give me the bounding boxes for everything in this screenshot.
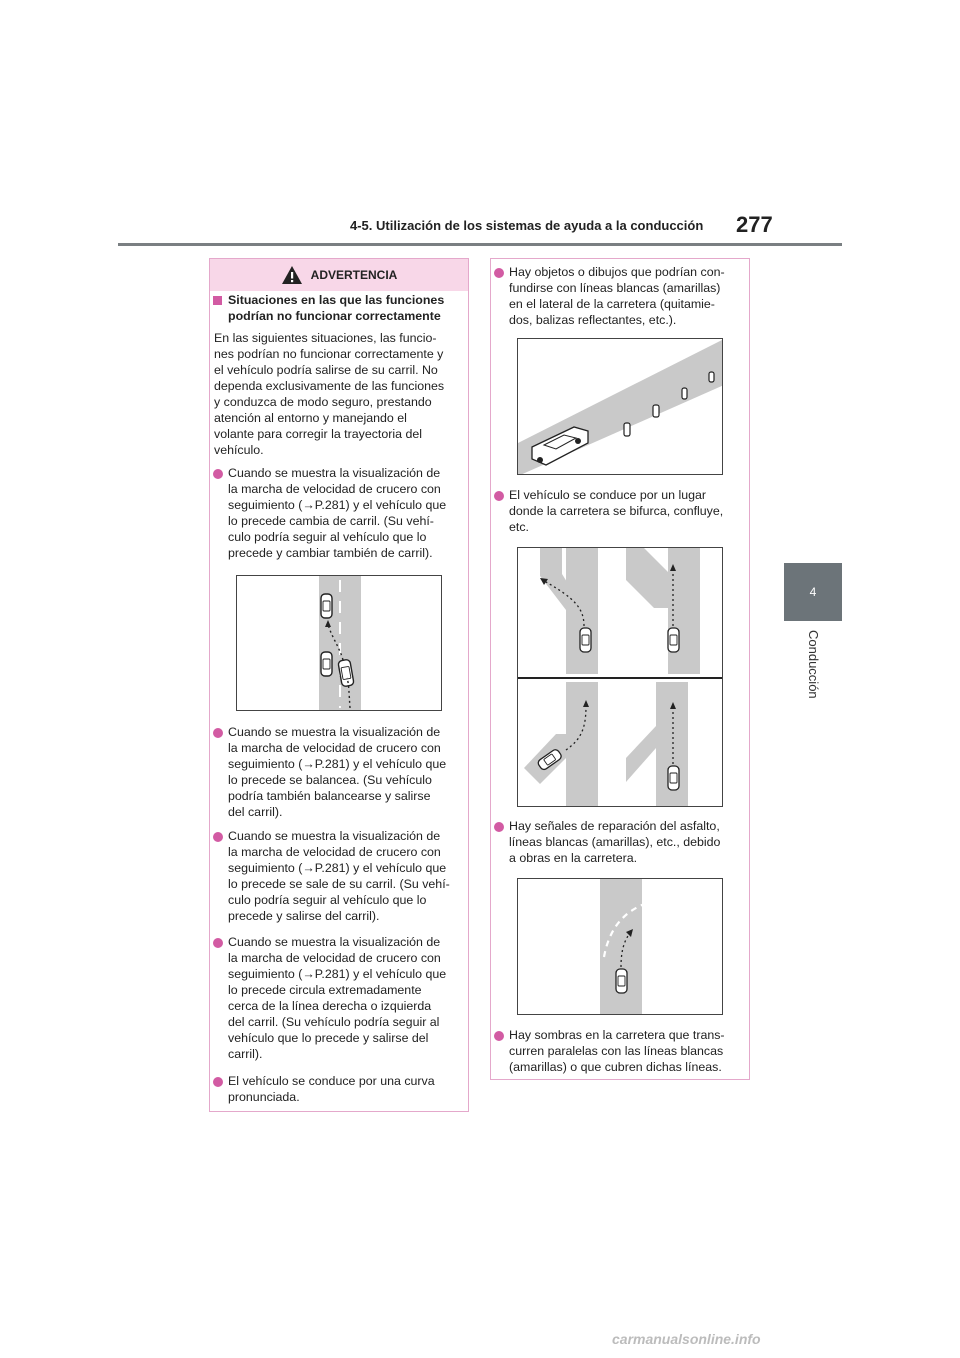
bullet-line: Cuando se muestra la visualización de: [228, 829, 441, 843]
bullet-line: donde la carretera se bifurca, confluye,: [509, 504, 724, 518]
bullet-dot: [213, 728, 223, 738]
bullet-line: en el lateral de la carretera (quitamie-: [509, 297, 715, 311]
intro-line: En las siguientes situaciones, las funcio-: [214, 331, 437, 345]
header-rule: [118, 243, 842, 246]
warning-triangle-icon: [281, 265, 303, 285]
bullet-dot: [213, 832, 223, 842]
car-icon: [580, 628, 591, 652]
warning-header: [210, 259, 468, 291]
bullet-dot: [494, 268, 504, 278]
bullet-line: lo precede circula extremadamente: [228, 983, 422, 997]
bullet-line: etc.: [509, 520, 529, 534]
bullet-line: precede y salirse del carril).: [228, 909, 380, 923]
section-title: 4-5. Utilización de los sistemas de ayuda a la conducción: [350, 218, 704, 233]
bullet-line: líneas blancas (amarillas), etc., debido: [509, 835, 721, 849]
bullet-line: cerca de la línea derecha o izquierda: [228, 999, 432, 1013]
intro-line: dependa exclusivamente de las funciones: [214, 379, 445, 393]
bullet-line: la marcha de velocidad de crucero con: [228, 741, 441, 755]
bullet-line: pronunciada.: [228, 1090, 300, 1104]
bullet-line: Cuando se muestra la visualización de: [228, 466, 441, 480]
car-icon: [616, 969, 627, 993]
intro-line: y conduzca de modo seguro, prestando: [214, 395, 432, 409]
warning-header-label: ADVERTENCIA: [310, 268, 398, 282]
bullet-dot: [213, 469, 223, 479]
bullet-dot: [494, 491, 504, 501]
bullet-line: precede y cambiar también de carril).: [228, 546, 433, 560]
bullet-line: podría también balancearse y salirse: [228, 789, 431, 803]
bullet-dot: [213, 1077, 223, 1087]
bullet-line: culo podría seguir al vehículo que lo: [228, 530, 427, 544]
bullet-line: seguimiento (→P.281) y el vehículo que: [228, 498, 447, 512]
car-icon: [668, 766, 679, 790]
bullet-line: la marcha de velocidad de crucero con: [228, 951, 441, 965]
chapter-tab-number[interactable]: 4: [784, 563, 842, 621]
bullet-dot: [494, 822, 504, 832]
bullet-line: Cuando se muestra la visualización de: [228, 725, 441, 739]
bullet-line: dos, balizas reflectantes, etc.).: [509, 313, 677, 327]
bullet-line: fundirse con líneas blancas (amarillas): [509, 281, 721, 295]
intro-line: vehículo.: [214, 443, 264, 457]
car-icon: [668, 628, 679, 652]
bullet-line: curren paralelas con las líneas blancas: [509, 1044, 724, 1058]
bullet-line: Hay señales de reparación del asfalto,: [509, 819, 720, 833]
section-square-bullet: [213, 296, 222, 305]
bullet-line: a obras en la carretera.: [509, 851, 638, 865]
bullet-dot: [213, 938, 223, 948]
bullet-line: seguimiento (→P.281) y el vehículo que: [228, 861, 447, 875]
intro-line: atención al entorno y manejando el: [214, 411, 407, 425]
bullet-line: del carril).: [228, 805, 283, 819]
chapter-tab-label: [784, 628, 842, 708]
bullet-line: la marcha de velocidad de crucero con: [228, 845, 441, 859]
warning-title-line-2: podrían no funcionar correctamente: [228, 309, 441, 323]
warning-title-line-1: Situaciones en las que las funciones: [228, 293, 445, 307]
bullet-line: (amarillas) o que cubren dichas líneas.: [509, 1060, 722, 1074]
intro-line: el vehículo podría salirse de su carril. No: [214, 363, 438, 377]
bullet-line: del carril. (Su vehículo podría seguir al: [228, 1015, 440, 1029]
bullet-line: seguimiento (→P.281) y el vehículo que: [228, 757, 447, 771]
bullet-line: carril).: [228, 1047, 263, 1061]
page-number: 277: [736, 212, 773, 237]
road-fork-illustration: [517, 547, 723, 807]
bullet-line: lo precede se sale de su carril. (Su vehí-: [228, 877, 450, 891]
bullet-line: El vehículo se conduce por un lugar: [509, 488, 706, 502]
bullet-line: El vehículo se conduce por una curva: [228, 1074, 435, 1088]
chapter-label-text: Conducción: [806, 630, 821, 699]
bullet-line: la marcha de velocidad de crucero con: [228, 482, 441, 496]
car-icon: [321, 652, 332, 676]
bullet-line: Hay objetos o dibujos que podrían con-: [509, 265, 725, 279]
bullet-dot: [494, 1031, 504, 1041]
bullet-line: vehículo que lo precede y salirse del: [228, 1031, 429, 1045]
bullet-line: lo precede cambia de carril. (Su vehí-: [228, 514, 434, 528]
bullet-line: seguimiento (→P.281) y el vehículo que: [228, 967, 447, 981]
road-repair-illustration: [517, 878, 723, 1015]
car-icon: [321, 594, 332, 618]
bullet-line: culo podría seguir al vehículo que lo: [228, 893, 427, 907]
bullet-line: lo precede se balancea. (Su vehículo: [228, 773, 432, 787]
intro-line: nes podrían no funcionar correctamente y: [214, 347, 444, 361]
roadside-posts-illustration: [517, 338, 723, 475]
bullet-line: Hay sombras en la carretera que trans-: [509, 1028, 725, 1042]
lane-change-illustration: [236, 575, 442, 711]
footer-watermark[interactable]: carmanualsonline.info: [612, 1331, 761, 1347]
intro-line: volante para corregir la trayectoria del: [214, 427, 422, 441]
bullet-line: Cuando se muestra la visualización de: [228, 935, 441, 949]
